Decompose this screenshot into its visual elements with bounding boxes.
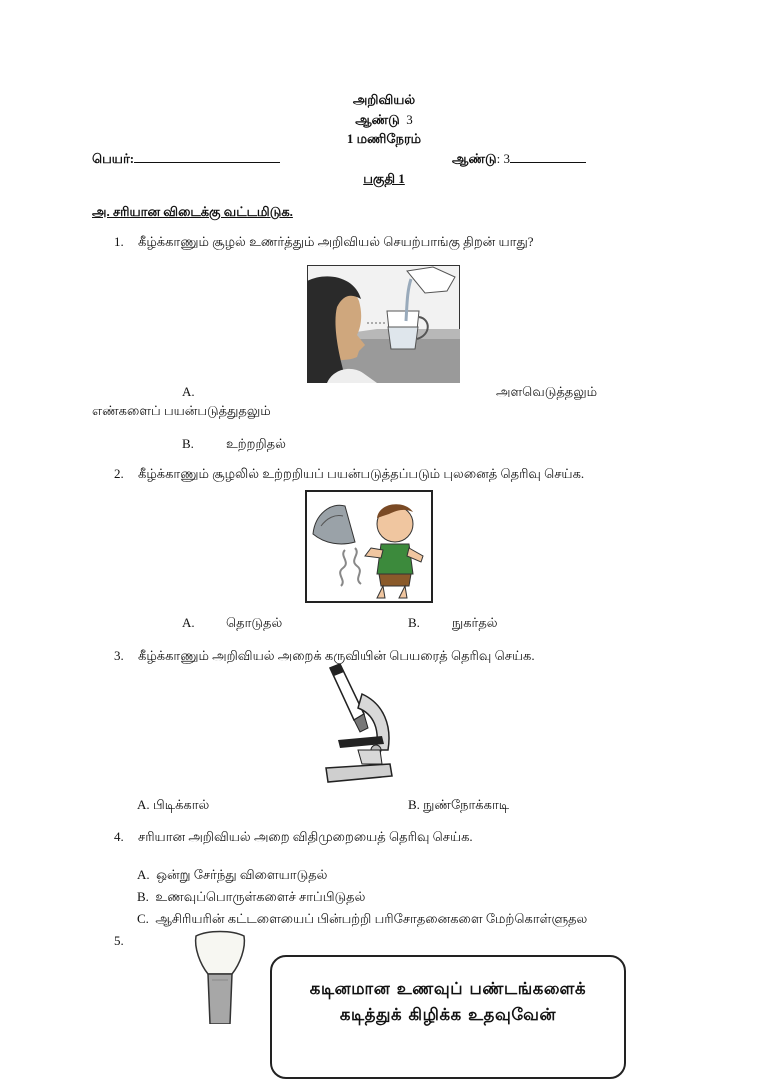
question-1-option-b-letter[interactable]: B.: [182, 436, 194, 451]
name-line: [92, 150, 280, 168]
question-1-option-b-text: உற்றறிதல்: [226, 436, 286, 451]
question-1-option-a-text-a: அளவெடுத்தலும்: [496, 384, 598, 399]
question-1-number: 1.: [114, 234, 124, 249]
year-blank[interactable]: [510, 150, 586, 163]
question-4-option-b-text: உணவுப்பொருள்களைச் சாப்பிடுதல்: [155, 889, 366, 904]
subject-title: அறிவியல்: [352, 92, 416, 107]
year-heading: [0, 112, 768, 129]
question-1-option-a-text-b: எண்களைப் பயன்படுத்துதலும்: [92, 403, 271, 418]
question-1-image: [307, 265, 460, 383]
question-2-image: [305, 490, 433, 603]
question-3-text: கீழ்க்காணும் அறிவியல் அறைக் கருவியின் பெயரைத் தெரிவு செய்க.: [138, 648, 535, 663]
question-4-number: 4.: [114, 829, 124, 844]
name-blank[interactable]: [134, 150, 280, 163]
question-2-text: கீழ்க்காணும் சூழலில் உற்றறியப் பயன்படுத்தப்படும் புலனைத் தெரிவு செய்க.: [138, 466, 585, 481]
question-2-option-a-letter[interactable]: A.: [182, 615, 195, 630]
question-2-option-b-letter[interactable]: B.: [408, 615, 420, 630]
question-5-tooth-image: [188, 930, 252, 1024]
question-4-option-b-letter: B.: [137, 889, 149, 904]
question-3-image: [318, 664, 402, 786]
year-heading-value: 3: [406, 112, 413, 127]
question-4-option-c-text: ஆசிரியரின் கட்டளையைப் பின்பற்றி பரிசோதனைகளை மேற்கொள்ளுதல: [155, 911, 588, 926]
question-4-option-a-text: ஒன்று சேர்ந்து விளையாடுதல்: [156, 867, 328, 882]
name-label: பெயர்:: [92, 151, 135, 166]
question-5-number: 5.: [114, 933, 124, 948]
question-3-option-b[interactable]: [408, 797, 509, 814]
callout-line-1: கடினமான உணவுப் பண்டங்களைக்: [309, 979, 587, 998]
question-1-option-a-letter[interactable]: A.: [182, 384, 195, 399]
year-label: ஆண்டு: [452, 151, 497, 166]
question-5-callout: [270, 955, 626, 1079]
duration: 1 மணிநேரம்: [346, 131, 422, 146]
question-3-option-a-text: பிடிக்கால்: [152, 797, 210, 812]
question-2-number: 2.: [114, 466, 124, 481]
question-4-option-a[interactable]: [137, 867, 327, 884]
question-3-option-b-letter: B.: [408, 797, 420, 812]
question-4-option-b[interactable]: [137, 889, 365, 906]
callout-line-2: கடித்துக் கிழிக்க உதவுவேன்: [339, 1005, 557, 1024]
question-2-option-b-text: நுகர்தல்: [452, 615, 498, 630]
question-3-number: 3.: [114, 648, 124, 663]
question-1-text: கீழ்க்காணும் சூழல் உணர்த்தும் அறிவியல் செயற்பாங்கு திறன் யாது?: [138, 234, 534, 249]
question-3-option-a[interactable]: [137, 797, 209, 814]
section-instruction: அ. சரியான விடைக்கு வட்டமிடுக.: [92, 204, 293, 219]
question-4-option-c-letter: C.: [137, 911, 149, 926]
question-3-option-a-letter: A.: [137, 797, 150, 812]
question-2-option-a-text: தொடுதல்: [226, 615, 283, 630]
year-heading-label: ஆண்டு: [355, 112, 400, 127]
year-value: : 3: [496, 151, 510, 166]
question-4-option-a-letter: A.: [137, 867, 150, 882]
question-4-option-c[interactable]: [137, 911, 587, 928]
question-3-option-b-text: நுண்நோக்காடி: [423, 797, 510, 812]
year-line: [452, 150, 586, 168]
question-4-text: சரியான அறிவியல் அறை விதிமுறையைத் தெரிவு செய்க.: [138, 829, 473, 844]
section-title: பகுதி 1: [363, 171, 405, 186]
